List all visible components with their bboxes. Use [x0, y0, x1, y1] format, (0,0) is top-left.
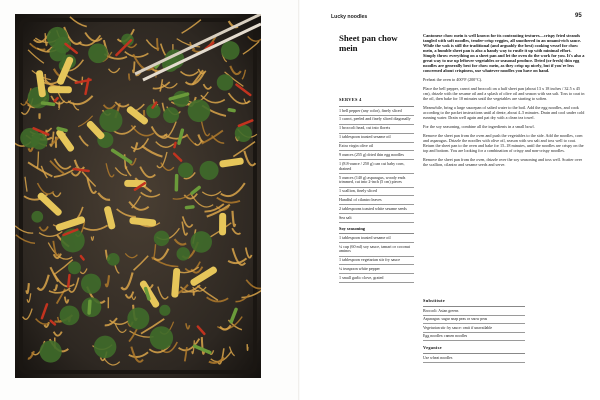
soy-seasoning-heading: Soy seasoning: [339, 226, 365, 232]
recipe-intro: Cantonese chow mein is well known for its contrasting textures—crispy fried strands tangled with soft noodles, tender-crisp veggies, all smothered in an umami-rich sauce. While the wok is still the traditional (and arguably the best) cooking vessel for chow mein, a humble sheet pan is also a handy way to rustle it up with minimal effort. Simply throw everything on a sheet pan and let the oven do the work for you. It's also a great way to use up leftover vegetables or seasonal produce. Dried (or fresh) thin egg noodles are generally best for chow mein, as they crisp up nicely, but if you're less concerned about crispiness, use whatever noodles you have on hand.: [423, 33, 585, 74]
ingredient-item: 1 bell pepper (any color), finely sliced: [339, 107, 414, 116]
substitute-item: Egg noodles: ramen noodles: [423, 333, 525, 342]
ingredient-item: Sea salt: [339, 214, 414, 223]
ingredient-item: 1 (8.8-ounce / 250 g) can cut baby corn, drained: [339, 160, 414, 174]
substitute-list: [423, 306, 525, 341]
ingredient-item: 1 carrot, peeled and finely sliced diagonally: [339, 116, 414, 125]
substitute-heading: Substitute: [423, 298, 446, 303]
running-head: Lucky noodles: [331, 14, 368, 20]
veganise-item: Use wheat noodles: [423, 354, 525, 363]
soy-seasoning-item: 1 tablespoon toasted sesame oil: [339, 234, 414, 243]
substitutions-box: [423, 298, 525, 367]
ingredient-item: 9 ounces (255 g) dried thin egg noodles: [339, 151, 414, 160]
method-steps: [423, 77, 585, 167]
soy-seasoning-item: 1 tablespoon vegetarian stir fry sauce: [339, 257, 414, 266]
ingredient-item: Handful of cilantro leaves: [339, 196, 414, 205]
soy-seasoning-list: [339, 233, 414, 283]
ingredient-item: 1 scallion, finely sliced: [339, 188, 414, 197]
method-step: Remove the sheet pan from the oven and push the vegetables to the side. Add the noodles, corn and asparagus. Drizzle the noodles with olive oil, season with sea salt and toss well to coat. Return the sheet pan to the oven and bake for 15–18 minutes, until the noodles are crispy on the top and bottom. You are looking for a combination of crispy and non-crispy noodles.: [423, 133, 584, 154]
recipe-title: Sheet pan chow mein: [339, 33, 398, 53]
soy-seasoning-item: 1 small garlic clove, grated: [339, 274, 414, 283]
ingredient-item: 5 ounces (140 g) asparagus, woody ends trimmed, cut into 2-inch (5 cm) pieces: [339, 174, 414, 188]
ingredient-list: [339, 106, 414, 223]
soy-seasoning-item: ¼ teaspoon white pepper: [339, 265, 414, 274]
method-column: [423, 33, 585, 171]
sheet-pan-chow-mein-image: [15, 14, 261, 378]
method-step: Remove the sheet pan from the oven, drizzle over the soy seasoning and toss well. Scatter over the scallion, cilantro and sesame seeds and serve.: [423, 157, 583, 168]
substitute-item: Vegetarian stir fry sauce: omit if unavailable: [423, 324, 525, 333]
page-number: 95: [575, 13, 582, 19]
method-step: Preheat the oven to 400°F (200°C).: [423, 77, 483, 83]
method-step: Place the bell pepper, carrot and broccoli on a half sheet pan (about 13 x 18 inches / 32.5 x 45 cm), drizzle with the sesame oil and a splash of olive oil and season with sea salt. Toss to coat in the oil, then bake for 10 minutes until the vegetables are starting to soften.: [423, 86, 585, 102]
recipe-photo: [15, 14, 261, 378]
substitute-item: Broccoli: Asian greens: [423, 307, 525, 316]
method-step: For the soy seasoning, combine all the ingredients in a small bowl.: [423, 124, 535, 130]
soy-seasoning-item: ¼ cup (60 ml) soy sauce, tamari or coconut aminos: [339, 243, 414, 257]
method-step: Meanwhile, bring a large saucepan of salted water to the boil. Add the egg noodles, and cook according to the packet instructions until al dente, about 4–5 minutes. Drain and cool under cold running water. Drain well again and pat dry with a clean tea towel.: [423, 105, 585, 121]
substitute-item: Asparagus: sugar snap peas or snow peas: [423, 316, 525, 325]
ingredients-column: [339, 97, 414, 283]
veganise-heading: Veganise: [423, 345, 442, 351]
ingredient-item: 1 tablespoon toasted sesame oil: [339, 134, 414, 143]
ingredient-item: 2 tablespoons toasted white sesame seeds: [339, 205, 414, 214]
ingredient-item: Extra virgin olive oil: [339, 143, 414, 152]
veganise-list: [423, 353, 525, 363]
ingredient-item: 1 broccoli head, cut into florets: [339, 125, 414, 134]
serves-label: SERVES 4: [339, 97, 362, 102]
